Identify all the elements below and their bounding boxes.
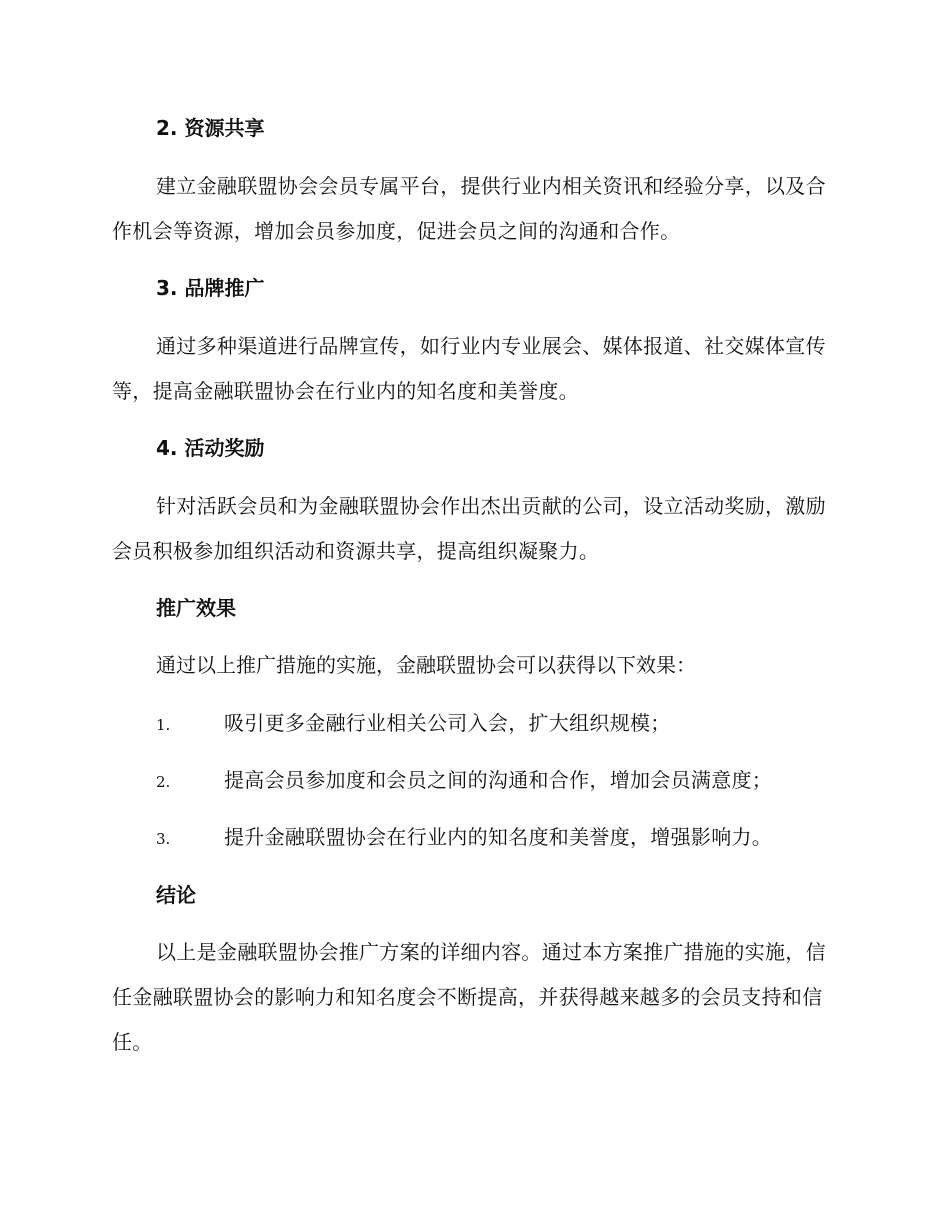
- section-body-activity-rewards: 针对活跃会员和为金融联盟协会作出杰出贡献的公司，设立活动奖励，激励会员积极参加组织活动和资源共享，提高组织凝聚力。: [112, 494, 826, 563]
- list-number: 2.: [156, 773, 171, 791]
- list-item: [156, 823, 836, 853]
- section-body-resource-sharing: 建立金融联盟协会会员专属平台，提供行业内相关资讯和经验分享，以及合作机会等资源，增加会员参加度，促进会员之间的沟通和合作。: [112, 174, 826, 243]
- effects-intro: 通过以上推广措施的实施，金融联盟协会可以获得以下效果：: [156, 653, 696, 677]
- section-body-brand-promotion: 通过多种渠道进行品牌宣传，如行业内专业展会、媒体报道、社交媒体宣传等，提高金融联盟协会在行业内的知名度和美誉度。: [112, 334, 826, 403]
- list-item: [156, 709, 836, 739]
- list-text: 吸引更多金融行业相关公司入会，扩大组织规模；: [224, 711, 671, 735]
- conclusion-body: 以上是金融联盟协会推广方案的详细内容。通过本方案推广措施的实施，信任金融联盟协会的影响力和知名度会不断提高，并获得越来越多的会员支持和信任。: [112, 940, 826, 1054]
- list-number: 3.: [156, 830, 171, 848]
- list-text: 提高会员参加度和会员之间的沟通和合作，增加会员满意度；: [224, 768, 773, 792]
- section-heading-activity-rewards: 4. 活动奖励: [156, 436, 265, 460]
- list-number: 1.: [156, 716, 171, 734]
- list-item: [156, 766, 836, 796]
- section-heading-resource-sharing: 2. 资源共享: [156, 116, 265, 140]
- list-text: 提升金融联盟协会在行业内的知名度和美誉度，增强影响力。: [224, 825, 773, 849]
- effects-heading: 推广效果: [156, 596, 236, 620]
- section-heading-brand-promotion: 3. 品牌推广: [156, 276, 265, 300]
- conclusion-heading: 结论: [156, 883, 196, 907]
